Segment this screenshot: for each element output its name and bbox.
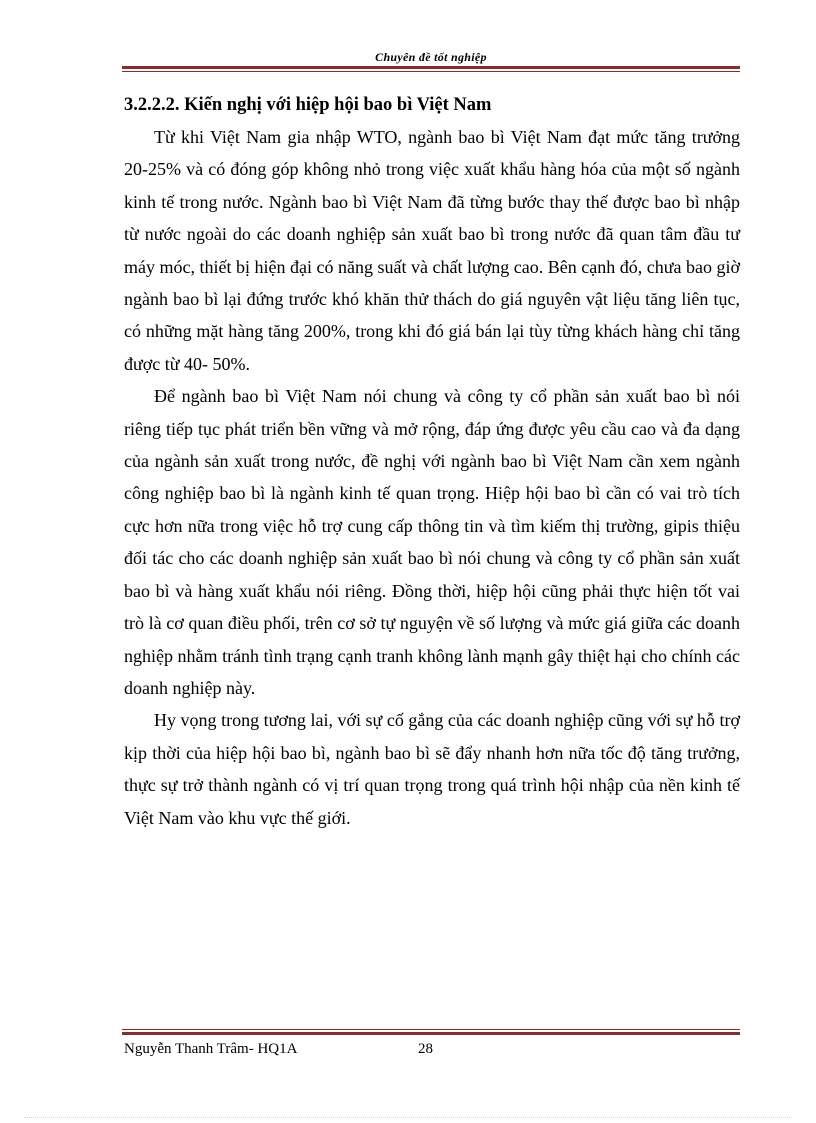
footer-rule-thick xyxy=(122,1032,740,1035)
header-rule-thin xyxy=(122,71,740,72)
document-body xyxy=(124,121,740,834)
paragraph: Từ khi Việt Nam gia nhập WTO, ngành bao bì Việt Nam đạt mức tăng trưởng 20-25% và có đóng góp không nhỏ trong việc xuất khẩu hàng hóa của một số ngành kinh tế trong nước. Ngành bao bì Việt Nam đã từng bước thay thế được bao bì nhập từ nước ngoài do các doanh nghiệp sản xuất bao bì trong nước đã quan tâm đầu tư máy móc, thiết bị hiện đại có năng suất và chất lượng cao. Bên cạnh đó, chưa bao giờ ngành bao bì lại đứng trước khó khăn thử thách do giá nguyên vật liệu tăng liên tục, có những mặt hàng tăng 200%, trong khi đó giá bán lại tùy từng khách hàng chỉ tăng được từ 40- 50%. xyxy=(124,127,740,374)
page-number: 28 xyxy=(418,1041,433,1057)
paragraph: Hy vọng trong tương lai, với sự cố gắng của các doanh nghiệp cũng với sự hỗ trợ kịp thời của hiệp hội bao bì, ngành bao bì sẽ đẩy nhanh hơn nữa tốc độ tăng trưởng, thực sự trở thành ngành có vị trí quan trọng trong quá trình hội nhập của nền kinh tế Việt Nam vào khu vực thế giới. xyxy=(124,710,740,828)
section-heading: 3.2.2.2. Kiến nghị với hiệp hội bao bì Việt Nam xyxy=(124,95,492,115)
footer-rule-thin xyxy=(122,1029,740,1030)
page-bottom-edge xyxy=(24,1117,792,1118)
paragraph: Để ngành bao bì Việt Nam nói chung và công ty cổ phần sản xuất bao bì nói riêng tiếp tục phát triển bền vững và mở rộng, đáp ứng được yêu cầu cao và đa dạng của ngành sản xuất trong nước, đề nghị với ngành bao bì Việt Nam cần xem ngành công nghiệp bao bì là ngành kinh tế quan trọng. Hiệp hội bao bì cần có vai trò tích cực hơn nữa trong việc hỗ trợ cung cấp thông tin và tìm kiếm thị trường, gipis thiệu đối tác cho các doanh nghiệp sản xuất bao bì nói chung và công ty cổ phần sản xuất bao bì và hàng xuất khẩu nói riêng. Đồng thời, hiệp hội cũng phải thực hiện tốt vai trò là cơ quan điều phối, trên cơ sở tự nguyện về số lượng và mức giá giữa các doanh nghiệp nhằm tránh tình trạng cạnh tranh không lành mạnh gây thiệt hại cho chính các doanh nghiệp này. xyxy=(124,386,740,698)
footer-author: Nguyễn Thanh Trâm- HQ1A xyxy=(124,1041,298,1057)
header-rule-thick xyxy=(122,66,740,69)
page-header-title: Chuyên đề tốt nghiệp xyxy=(375,50,487,64)
